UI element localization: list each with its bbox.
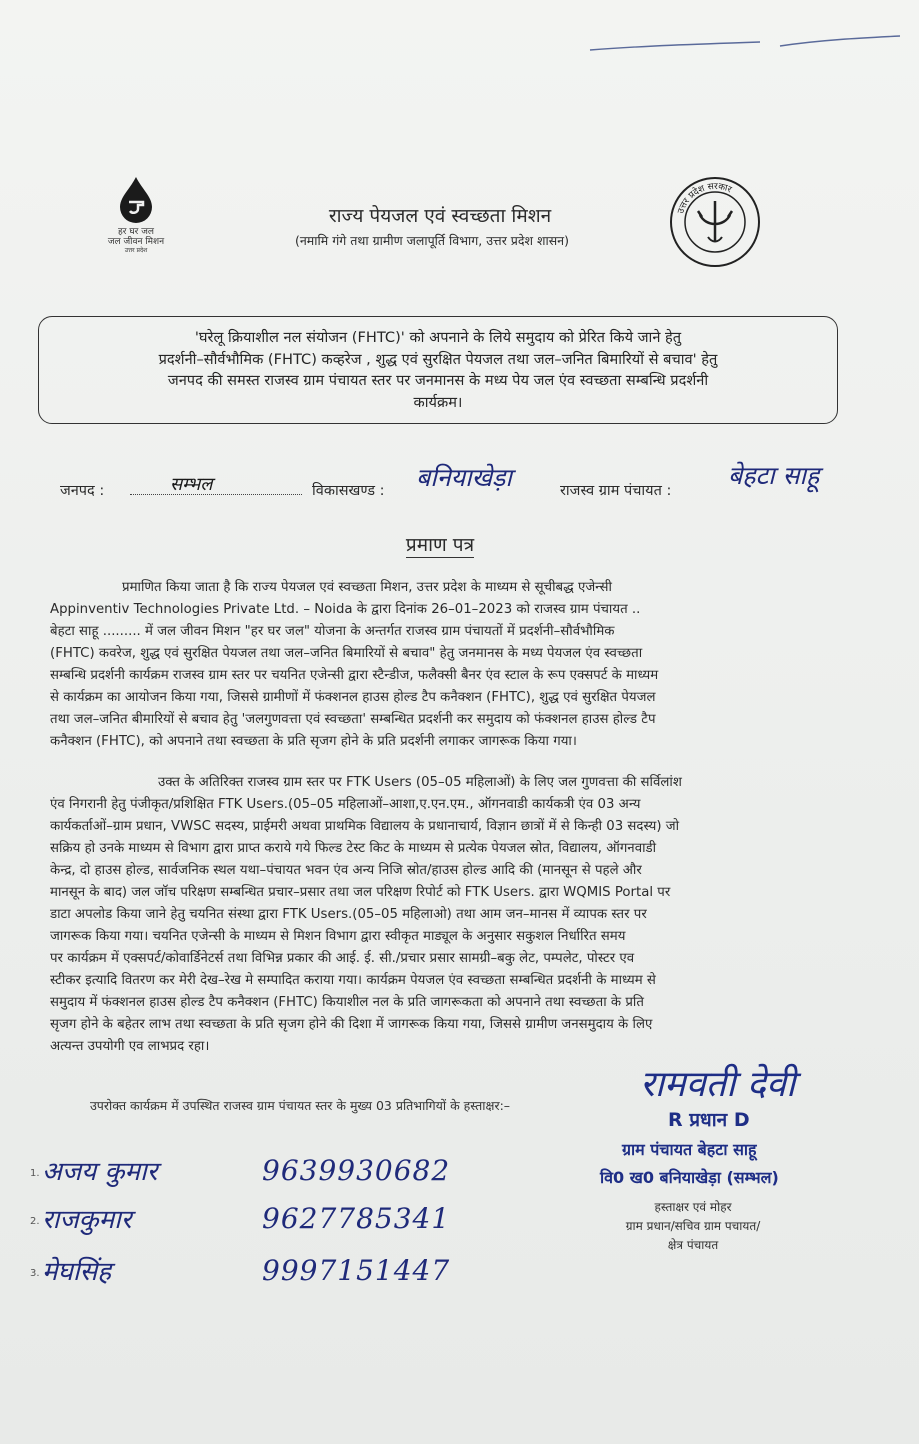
water-drop-icon xyxy=(116,175,156,223)
attendee-number: 1. xyxy=(30,1168,40,1179)
para2-line: उक्त के अतिरिक्त राजस्व ग्राम स्तर पर FTK Users (05–05 महिलाओं) के लिए जल गुणवत्ता की सर्विलांश xyxy=(158,775,682,790)
caption-line: हस्ताक्षर एवं मोहर xyxy=(654,1200,732,1214)
program-line-4: कार्यक्रम। xyxy=(413,393,463,411)
certificate-title-text: प्रमाण पत्र xyxy=(405,534,475,556)
attendee-name: मेघसिंह xyxy=(42,1257,112,1287)
para2-line: डाटा अपलोड किया जाने हेतु चयनित संस्था द्वारा FTK Users.(05–05 महिलाओ) तथा आम जन–मानस में व्यापक स्तर पर xyxy=(50,907,647,922)
caption-line: क्षेत्र पंचायत xyxy=(667,1238,719,1252)
attendee-phone: 9627785341 xyxy=(262,1202,451,1235)
para1-line: से कार्यक्रम का आयोजन किया गया, जिससे ग्रामीणों में फंक्शनल हाउस होल्ड टैप कनैक्शन (FHTC), शुद्ध एवं सुरक्षित पेयजल xyxy=(50,690,656,705)
para1-line: Appinventiv Technologies Private Ltd. – Noida के द्वारा दिनांक 26–01–2023 को राजस्व ग्राम पंचायत .. xyxy=(50,602,641,617)
para2-line: अत्यन्त उपयोगी एव लाभप्रद रहा। xyxy=(50,1039,210,1054)
program-line-1: 'घरेलू क्रियाशील नल संयोजन (FHTC)' को अपनाने के लिये समुदाय को प्रेरित किये जाने हेतु xyxy=(194,329,682,346)
certificate-title xyxy=(0,531,880,557)
attendee-phone: 9997151447 xyxy=(262,1254,451,1287)
logo-text-2: जल जीवन मिशन xyxy=(107,237,165,247)
attendee-signature-note: उपरोक्त कार्यक्रम में उपस्थित राजस्व ग्राम पंचायत स्तर के मुख्य 03 प्रतिभागियों के हस्ताक्षर:– xyxy=(89,1098,511,1113)
para1-line: (FHTC) कवरेज, शुद्ध एवं सुरक्षित पेयजल तथा जल–जनित बिमारियों से बचाव" हेतु जनमानस के मध्य पेयजल एंव स्वच्छता xyxy=(50,646,643,661)
har-ghar-jal-logo xyxy=(100,175,172,254)
panchayat-label: राजस्व ग्राम पंचायत : xyxy=(560,483,672,499)
attendee-number: 3. xyxy=(30,1268,40,1279)
attendee-number: 2. xyxy=(30,1216,40,1227)
attendee-name: राजकुमार xyxy=(42,1205,132,1235)
program-title-box xyxy=(38,316,838,424)
para2-line: पर कार्यक्रम में एक्सपर्ट/कोवार्डिनेटर्स तथा विभिन्न प्रकार की आई. ई. सी./प्रचार प्रसार सामग्री–बकु लेट, पम्पलेट, पोस्टर एव xyxy=(50,951,635,966)
pen-scribble-mark xyxy=(580,28,910,58)
panchayat-value: बेहटा साहू xyxy=(728,461,820,490)
para1-line: प्रमाणित किया जाता है कि राज्य पेयजल एवं स्वच्छता मिशन, उत्तर प्रदेश के माध्यम से सूचीबद्ध एजेन्सी xyxy=(122,580,612,595)
para2-line: मानसून के बाद) जल जॉच परिक्षण सम्बन्धित प्रचार–प्रसार तथा जल परिक्षण रिपोर्ट को FTK Users. द्वारा WQMIS Portal पर xyxy=(50,885,671,900)
certificate-paragraph-2 xyxy=(50,772,868,1058)
seal-text: उत्तर प्रदेश सरकार xyxy=(676,181,733,216)
stamp-caption xyxy=(578,1198,808,1255)
attendee-entry xyxy=(30,1200,490,1240)
pradhan-signature: रामवती देवी xyxy=(640,1064,796,1105)
svg-text:उत्तर प्रदेश सरकार xyxy=(676,182,733,215)
para2-line: एंव निगरानी हेतु पंजीकृत/प्रशिक्षित FTK Users.(05–05 महिलाओं–आशा,ए.एन.एम., ऑगनवाडी कार्यकत्री एंव 03 अन्य xyxy=(50,797,641,812)
para1-line: सम्बन्धि प्रदर्शनी कार्यक्रम राजस्व ग्राम स्तर पर चयनित एजेन्सी द्वारा स्टैन्डीज, फलैक्सी बैनर एंव स्टाल के रूप एक्सपर्ट के माध्यम xyxy=(50,668,659,683)
block-label: विकासखण्ड : xyxy=(312,483,385,499)
caption-line: ग्राम प्रधान/सचिव ग्राम पचायत/ xyxy=(625,1219,761,1233)
location-fields xyxy=(60,461,900,512)
program-line-2: प्रदर्शनी–सौर्वभौमिक (FHTC) कव्हरेज , शुद्ध एवं सुरक्षित पेयजल तथा जल–जनित बिमारियों से बचाव' हेतु xyxy=(158,350,718,368)
up-government-seal-icon xyxy=(668,175,762,269)
stamp-designation: R प्रधान D xyxy=(668,1109,750,1131)
page-title: राज्य पेयजल एवं स्वच्छता मिशन xyxy=(328,205,552,227)
attendee-phone: 9639930682 xyxy=(262,1154,451,1187)
para2-line: कार्यकर्ताओं–ग्राम प्रधान, VWSC सदस्य, प्राईमरी अथवा प्राथमिक विद्यालय के प्रधानाचार्य, विज्ञान छात्रों में से किन्ही 03 सदस्य) जो xyxy=(50,819,680,834)
attendee-name: अजय कुमार xyxy=(42,1157,158,1187)
para2-line: सक्रिय हो उनके माध्यम से विभाग द्वारा प्राप्त कराये गये फिल्ड टेस्ट किट के माध्यम से प्रत्येक पेयजल स्रोत, विद्यालय, ऑगनवाडी xyxy=(50,841,657,856)
district-value: सम्भल xyxy=(170,474,213,495)
block-value: बनियाखेड़ा xyxy=(416,463,512,492)
district-label: जनपद : xyxy=(60,483,105,499)
logo-text-1: हर घर जल xyxy=(118,227,154,237)
logo-text-3: उत्तर प्रदेश xyxy=(124,247,148,254)
para1-line: बेहटा साहू ......... में जल जीवन मिशन "हर घर जल" योजना के अन्तर्गत राजस्व ग्राम पंचायतों में प्रदर्शनी–सौर्वभौमिक xyxy=(50,624,615,639)
district-dotted-line xyxy=(130,482,302,495)
para2-line: केन्द्र, दो हाउस होल्ड, सार्वजनिक स्थल यथा–पंचायत भवन एंव अन्य निजि स्रोत/हाउस होल्ड आदि की (मानसून से पहले और xyxy=(50,863,642,878)
attendee-entry xyxy=(30,1152,490,1192)
para1-line: कनैक्शन (FHTC), को अपनाने तथा स्वच्छता के प्रति सृजग होने के प्रति प्रदर्शनी लगाकर जागरूक किया गया। xyxy=(50,734,577,749)
certificate-paragraph-1 xyxy=(50,577,868,753)
program-line-3: जनपद की समस्त राजस्व ग्राम पंचायत स्तर पर जनमानस के मध्य पेय जल एंव स्वच्छता सम्बन्धि प्रदर्शनी xyxy=(167,372,709,389)
para1-line: तथा जल–जनित बीमारियों से बचाव हेतु 'जलगुणवत्ता एवं स्वच्छता' सम्बन्धित प्रदर्शनी कर समुदाय को फंक्शनल हाउस होल्ड टैप xyxy=(50,712,656,727)
page-subtitle: (नमामि गंगे तथा ग्रामीण जलापूर्ति विभाग, उत्तर प्रदेश शासन) xyxy=(294,233,569,248)
stamp-block: वि0 ख0 बनियाखेड़ा (सम्भल) xyxy=(600,1168,779,1187)
para2-line: समुदाय में फंक्शनल हाउस होल्ड टैप कनैक्शन (FHTC) कियाशील नल के प्रति जागरूकता को अपनाने तथा स्वच्छता के प्रति xyxy=(50,995,644,1010)
para2-line: सृजग होने के बहेतर लाभ तथा स्वच्छता के प्रति सृजग होने की दिशा में जागरूक किया गया, जिससे ग्रामीण जनसमुदाय के लिए xyxy=(50,1017,653,1032)
para2-line: स्टीकर इत्यादि वितरण कर मेरी देख–रेख मे सम्पादित कराया गया। कार्यक्रम पेयजल एंव स्वच्छता सम्बन्धित प्रदर्शनी के माध्यम से xyxy=(50,973,656,988)
para2-line: जागरूक किया गया। चयनित एजेन्सी के माध्यम से मिशन विभाग द्वारा स्वीकृत माड्यूल के अनुसार सकुशल निर्धारित समय xyxy=(50,929,626,944)
attendee-entry xyxy=(30,1252,490,1292)
stamp-panchayat: ग्राम पंचायत बेहटा साहू xyxy=(622,1140,757,1159)
